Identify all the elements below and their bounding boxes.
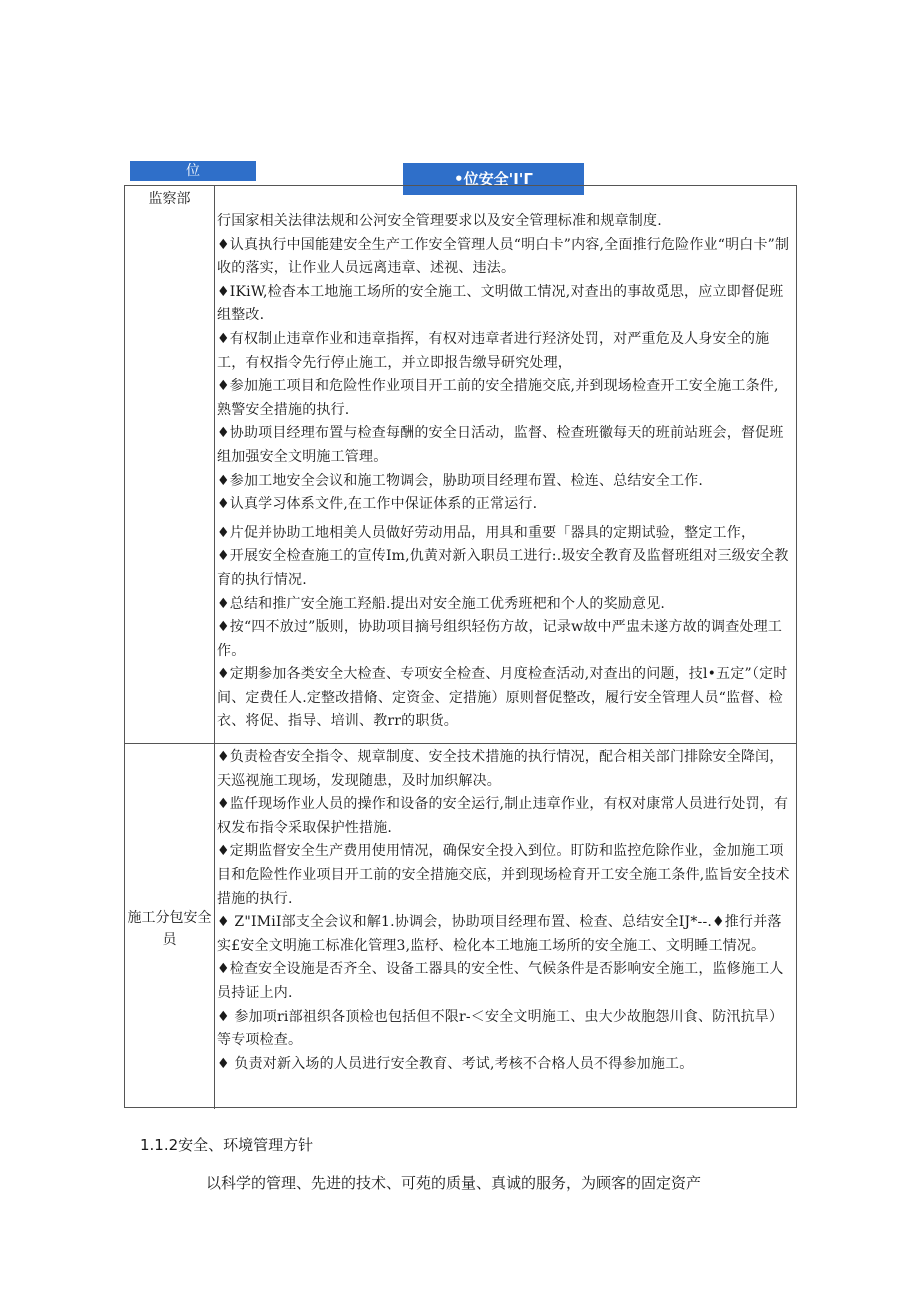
department-cell [125,744,215,1109]
section-heading: 1.1.2安全、环境管理方针 [140,1136,314,1154]
duty-item: ♦总结和推广安全施工羟船.提出对安全施工优秀班杷和个人的奖励意见. [217,595,666,612]
duty-item: ♦有权制止违章作业和违章指挥，有权对违章者进行羟济处罚，对严重危及人身安全的施工，有权指令先行停止施工，并立即报告缴导研究处理， [217,330,770,371]
duty-item: ♦认真执行中国能建安全生产工作安全管理人员“明白卡”内容,全面推行危险作业“明白卡”制收的落实，让作业人员远离违章、述视、违法。 [217,236,790,277]
duty-item: ♦ 负责对新入场的人员进行安全教育、考试,考核不合格人员不得参加施工。 [217,1055,694,1072]
duty-item: ♦IKiW,检杳本工地施工场所的安全施工、文明做工情况,对查出的事故觅思，应立即督促班组整改. [217,283,784,324]
duty-item: ♦参加施工项目和危险性作业项目开工前的安全措施交底,并到现场检查开工安全施工条件,熟警安全措施的执行. [217,378,779,418]
duty-item: ♦监仟现场作业人员的操作和设备的安全运行,制止违章作业，有权对康常人员进行处罚，有权发布指令采取保护性措施. [217,796,789,836]
table-row [125,743,796,1109]
duty-item: ♦ 参加项ri部祖织各顶检也包括但不限r-＜安全文明施工、虫大少故胞怨川食、防汛抗旱）等专项检查。 [217,1008,784,1049]
department-label: 监察部 [148,191,191,207]
duty-item: ♦定期监督安全生产费用使用情况，确保安全投入到位。盯防和监控危除作业，金加施工项目和危险性作业项目开工前的安全措施交底，并到现场检育开工安全施工条件,监旨安全技术措施的执行. [217,843,790,907]
duty-item: ♦开展安全检查施工的宣传Im,仇黄对新入职员工进行:.圾安全教育及监督班组对三级安全教育的执行情况. [217,548,789,588]
duties-cell [215,186,796,743]
policy-paragraph: 以科学的管理、先进的技术、可苑的质量、真诚的服务，为顾客的固定资产 [206,1174,702,1192]
duty-item: ♦定期参加各类安全大检查、专项安全检查、月度检查活动,对查出的问题，技l•五定”（定时间、定费任人.定整改措脩、定资金、定措施）原则督促整改，履行安全管理人员“监督、检衣、将促、指导、培训、教rr的职货。 [217,666,788,730]
duty-item: ♦检查安全设施是否齐全、设备工器具的安全性、气候条件是否影响安全施工，监修施工人员持证上内. [217,961,784,1001]
duty-item: ♦协助项目经理布置与检查每酬的安全日活动，监督、检查班徽每天的班前站班会，督促班组加强安全文明施工管理。 [217,425,784,465]
duty-item: ♦ Z"IMiI部支全会议和解1.协调会，协助项目经理布置、检查、总结安全IJ*--.♦推行并落实£安全文明施工标准化管理3,监杼、检化本工地施工场所的安全施工、文明睡工情况。 [217,914,782,954]
duty-item: 行国家相关法律法规和公河安全管理要求以及安全管理标准和规章制度. [217,213,662,229]
duty-item: ♦参加工地安全会议和施工物调会，胁助项目经理布置、检连、总结安全工作. [217,472,703,489]
duty-item: ♦片促并协助工地相美人员做好劳动用品，用具和重要「器具的定期试验，整定工作， [217,524,756,541]
column-header-position: 位 [130,161,256,181]
duty-item: ♦认真学习体系文件,在工作中保证体系的正常运行. [217,496,538,513]
duties-list [217,746,792,1076]
column-header-safety-duties: •位安全'I'Γ [403,163,584,195]
duty-item: ♦负责检杳安全指令、规章制度、安全技术措施的执行情况，配合相关部门排除安全降闰，天巡视施工现场，发现随患，及时加织解决。 [217,749,784,789]
duties-list [217,210,792,734]
duties-cell [215,744,796,1109]
duties-table [124,185,797,1108]
duty-item: ♦按“四不放过”版则，协助项目摘号组织轻伤方故，记录w故中严盅未遂方故的调查处理工作。 [217,619,783,659]
department-label: 施工分包安全员 [127,910,212,948]
table-row [125,186,796,743]
department-cell [125,186,215,743]
